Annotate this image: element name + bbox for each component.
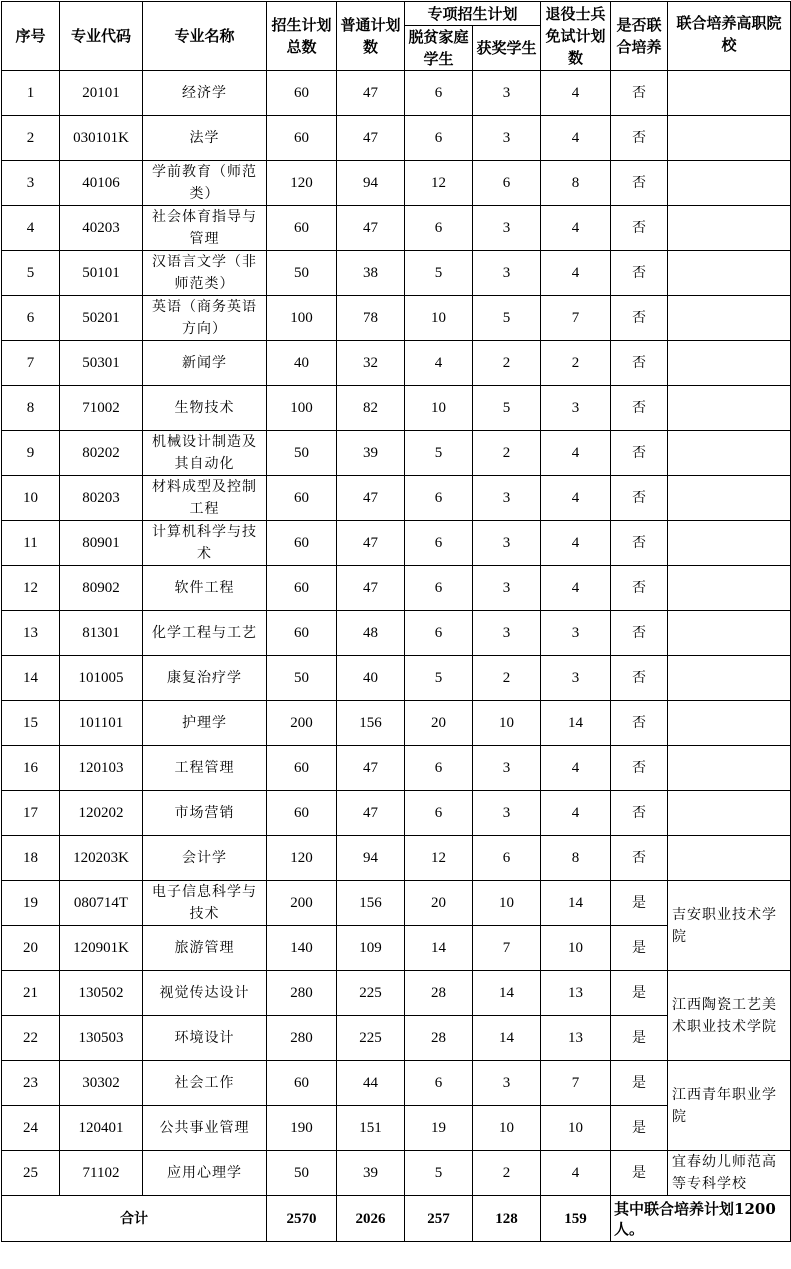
table-row [2, 881, 791, 926]
cell-normal: 39 [337, 431, 405, 476]
table-row [2, 656, 791, 701]
cell-poverty: 14 [405, 926, 473, 971]
cell-total: 280 [267, 971, 337, 1016]
cell-normal: 225 [337, 971, 405, 1016]
cell-veteran: 14 [541, 701, 611, 746]
cell-award: 10 [473, 701, 541, 746]
cell-seq: 5 [2, 251, 60, 296]
cell-partner-empty [668, 476, 791, 521]
cell-poverty: 4 [405, 341, 473, 386]
cell-veteran: 3 [541, 386, 611, 431]
cell-partner-empty [668, 431, 791, 476]
cell-name: 康复治疗学 [143, 656, 267, 701]
cell-name: 生物技术 [143, 386, 267, 431]
cell-name: 英语（商务英语方向） [143, 296, 267, 341]
cell-veteran: 2 [541, 341, 611, 386]
cell-joint: 是 [611, 1151, 668, 1196]
table-row [2, 1151, 791, 1196]
cell-seq: 2 [2, 116, 60, 161]
cell-joint: 否 [611, 386, 668, 431]
totals-award: 128 [473, 1196, 541, 1242]
cell-joint: 否 [611, 746, 668, 791]
cell-veteran: 14 [541, 881, 611, 926]
totals-poverty: 257 [405, 1196, 473, 1242]
cell-joint: 是 [611, 1016, 668, 1061]
cell-total: 280 [267, 1016, 337, 1061]
cell-veteran: 8 [541, 836, 611, 881]
table-row [2, 836, 791, 881]
cell-award: 5 [473, 386, 541, 431]
cell-poverty: 6 [405, 791, 473, 836]
cell-poverty: 28 [405, 971, 473, 1016]
cell-seq: 25 [2, 1151, 60, 1196]
cell-partner-empty [668, 701, 791, 746]
cell-veteran: 4 [541, 1151, 611, 1196]
cell-code: 101005 [60, 656, 143, 701]
cell-total: 60 [267, 71, 337, 116]
cell-partner-empty [668, 611, 791, 656]
cell-normal: 156 [337, 881, 405, 926]
cell-seq: 21 [2, 971, 60, 1016]
cell-veteran: 4 [541, 206, 611, 251]
table-row [2, 566, 791, 611]
cell-poverty: 12 [405, 836, 473, 881]
cell-name: 环境设计 [143, 1016, 267, 1061]
cell-code: 20101 [60, 71, 143, 116]
cell-poverty: 10 [405, 296, 473, 341]
cell-joint: 否 [611, 656, 668, 701]
cell-seq: 19 [2, 881, 60, 926]
cell-code: 130503 [60, 1016, 143, 1061]
table-row [2, 386, 791, 431]
cell-award: 3 [473, 116, 541, 161]
cell-veteran: 4 [541, 116, 611, 161]
header-seq: 序号 [2, 2, 60, 71]
cell-name: 计算机科学与技术 [143, 521, 267, 566]
cell-seq: 18 [2, 836, 60, 881]
cell-poverty: 6 [405, 566, 473, 611]
cell-joint: 否 [611, 791, 668, 836]
header-name: 专业名称 [143, 2, 267, 71]
cell-code: 80203 [60, 476, 143, 521]
cell-seq: 20 [2, 926, 60, 971]
cell-name: 社会体育指导与管理 [143, 206, 267, 251]
cell-seq: 13 [2, 611, 60, 656]
table-row [2, 971, 791, 1016]
cell-name: 化学工程与工艺 [143, 611, 267, 656]
cell-name: 旅游管理 [143, 926, 267, 971]
cell-veteran: 4 [541, 791, 611, 836]
cell-joint: 否 [611, 161, 668, 206]
cell-code: 50101 [60, 251, 143, 296]
cell-partner: 宜春幼儿师范高等专科学校 [668, 1151, 791, 1196]
cell-award: 2 [473, 341, 541, 386]
cell-award: 14 [473, 971, 541, 1016]
cell-normal: 47 [337, 476, 405, 521]
cell-seq: 1 [2, 71, 60, 116]
cell-seq: 12 [2, 566, 60, 611]
cell-poverty: 12 [405, 161, 473, 206]
cell-total: 120 [267, 161, 337, 206]
cell-normal: 151 [337, 1106, 405, 1151]
cell-normal: 94 [337, 836, 405, 881]
table-row [2, 521, 791, 566]
cell-partner-empty [668, 161, 791, 206]
cell-award: 3 [473, 476, 541, 521]
cell-veteran: 4 [541, 746, 611, 791]
header-special: 专项招生计划 [405, 2, 541, 26]
enrollment-plan-table [1, 1, 791, 1242]
totals-normal: 2026 [337, 1196, 405, 1242]
table-row [2, 791, 791, 836]
table-row [2, 431, 791, 476]
cell-partner-empty [668, 791, 791, 836]
cell-name: 工程管理 [143, 746, 267, 791]
cell-veteran: 4 [541, 566, 611, 611]
cell-award: 3 [473, 1061, 541, 1106]
cell-code: 40203 [60, 206, 143, 251]
cell-code: 120901K [60, 926, 143, 971]
cell-partner: 江西陶瓷工艺美术职业技术学院 [668, 971, 791, 1061]
cell-total: 60 [267, 791, 337, 836]
cell-poverty: 19 [405, 1106, 473, 1151]
cell-code: 120103 [60, 746, 143, 791]
cell-poverty: 5 [405, 656, 473, 701]
cell-normal: 47 [337, 116, 405, 161]
cell-code: 71102 [60, 1151, 143, 1196]
cell-joint: 是 [611, 1061, 668, 1106]
cell-normal: 225 [337, 1016, 405, 1061]
cell-normal: 47 [337, 206, 405, 251]
cell-name: 会计学 [143, 836, 267, 881]
table-body [2, 71, 791, 1242]
cell-poverty: 5 [405, 1151, 473, 1196]
cell-total: 50 [267, 251, 337, 296]
cell-partner-empty [668, 521, 791, 566]
cell-seq: 7 [2, 341, 60, 386]
cell-partner-empty [668, 296, 791, 341]
cell-total: 60 [267, 476, 337, 521]
cell-code: 120203K [60, 836, 143, 881]
header-veteran: 退役士兵免试计划数 [541, 2, 611, 71]
cell-poverty: 6 [405, 476, 473, 521]
cell-total: 60 [267, 566, 337, 611]
cell-total: 200 [267, 881, 337, 926]
cell-joint: 否 [611, 476, 668, 521]
cell-total: 50 [267, 1151, 337, 1196]
cell-code: 50201 [60, 296, 143, 341]
cell-code: 120401 [60, 1106, 143, 1151]
table-row [2, 1061, 791, 1106]
cell-seq: 9 [2, 431, 60, 476]
cell-poverty: 10 [405, 386, 473, 431]
cell-code: 120202 [60, 791, 143, 836]
cell-joint: 是 [611, 926, 668, 971]
cell-code: 30302 [60, 1061, 143, 1106]
cell-joint: 否 [611, 296, 668, 341]
cell-normal: 47 [337, 791, 405, 836]
cell-veteran: 4 [541, 476, 611, 521]
cell-award: 10 [473, 881, 541, 926]
cell-total: 40 [267, 341, 337, 386]
cell-veteran: 4 [541, 251, 611, 296]
cell-seq: 3 [2, 161, 60, 206]
cell-seq: 6 [2, 296, 60, 341]
cell-seq: 8 [2, 386, 60, 431]
cell-partner-empty [668, 836, 791, 881]
cell-award: 2 [473, 1151, 541, 1196]
cell-joint: 否 [611, 251, 668, 296]
cell-total: 100 [267, 296, 337, 341]
cell-total: 200 [267, 701, 337, 746]
cell-seq: 22 [2, 1016, 60, 1061]
cell-joint: 否 [611, 71, 668, 116]
cell-total: 140 [267, 926, 337, 971]
header-total: 招生计划总数 [267, 2, 337, 71]
cell-name: 汉语言文学（非师范类） [143, 251, 267, 296]
table-row [2, 71, 791, 116]
header-joint: 是否联合培养 [611, 2, 668, 71]
cell-veteran: 7 [541, 1061, 611, 1106]
cell-seq: 24 [2, 1106, 60, 1151]
cell-name: 公共事业管理 [143, 1106, 267, 1151]
table-row [2, 116, 791, 161]
cell-award: 2 [473, 656, 541, 701]
cell-total: 120 [267, 836, 337, 881]
cell-award: 6 [473, 161, 541, 206]
cell-code: 101101 [60, 701, 143, 746]
table-row [2, 206, 791, 251]
cell-normal: 47 [337, 746, 405, 791]
cell-name: 法学 [143, 116, 267, 161]
cell-seq: 17 [2, 791, 60, 836]
cell-award: 7 [473, 926, 541, 971]
cell-partner: 江西青年职业学院 [668, 1061, 791, 1151]
cell-seq: 11 [2, 521, 60, 566]
cell-normal: 109 [337, 926, 405, 971]
cell-name: 新闻学 [143, 341, 267, 386]
cell-joint: 否 [611, 566, 668, 611]
cell-poverty: 6 [405, 206, 473, 251]
cell-name: 护理学 [143, 701, 267, 746]
cell-poverty: 20 [405, 701, 473, 746]
cell-joint: 否 [611, 836, 668, 881]
cell-total: 190 [267, 1106, 337, 1151]
cell-total: 60 [267, 206, 337, 251]
cell-partner-empty [668, 341, 791, 386]
totals-total: 2570 [267, 1196, 337, 1242]
table-row [2, 161, 791, 206]
header-award: 获奖学生 [473, 26, 541, 71]
cell-poverty: 5 [405, 251, 473, 296]
cell-normal: 82 [337, 386, 405, 431]
cell-name: 材料成型及控制工程 [143, 476, 267, 521]
cell-normal: 48 [337, 611, 405, 656]
cell-partner: 吉安职业技术学院 [668, 881, 791, 971]
cell-total: 60 [267, 611, 337, 656]
cell-veteran: 10 [541, 1106, 611, 1151]
cell-award: 3 [473, 521, 541, 566]
cell-name: 机械设计制造及其自动化 [143, 431, 267, 476]
cell-name: 经济学 [143, 71, 267, 116]
cell-code: 080714T [60, 881, 143, 926]
cell-award: 3 [473, 791, 541, 836]
cell-poverty: 5 [405, 431, 473, 476]
cell-joint: 否 [611, 521, 668, 566]
cell-award: 3 [473, 71, 541, 116]
table-row [2, 251, 791, 296]
cell-joint: 是 [611, 1106, 668, 1151]
cell-name: 应用心理学 [143, 1151, 267, 1196]
cell-total: 60 [267, 521, 337, 566]
cell-partner-empty [668, 251, 791, 296]
cell-veteran: 13 [541, 971, 611, 1016]
cell-normal: 156 [337, 701, 405, 746]
cell-seq: 14 [2, 656, 60, 701]
cell-poverty: 6 [405, 521, 473, 566]
cell-partner-empty [668, 206, 791, 251]
cell-award: 10 [473, 1106, 541, 1151]
cell-name: 社会工作 [143, 1061, 267, 1106]
cell-joint: 是 [611, 881, 668, 926]
cell-seq: 10 [2, 476, 60, 521]
totals-note: 其中联合培养计划1200人。 [611, 1196, 791, 1242]
cell-award: 3 [473, 251, 541, 296]
cell-code: 40106 [60, 161, 143, 206]
cell-normal: 94 [337, 161, 405, 206]
cell-total: 100 [267, 386, 337, 431]
header-partner: 联合培养高职院校 [668, 2, 791, 71]
cell-partner-empty [668, 746, 791, 791]
cell-veteran: 10 [541, 926, 611, 971]
cell-award: 3 [473, 566, 541, 611]
totals-veteran: 159 [541, 1196, 611, 1242]
cell-veteran: 4 [541, 71, 611, 116]
cell-code: 80902 [60, 566, 143, 611]
table-row [2, 341, 791, 386]
cell-seq: 4 [2, 206, 60, 251]
header-poverty: 脱贫家庭学生 [405, 26, 473, 71]
cell-award: 6 [473, 836, 541, 881]
cell-award: 2 [473, 431, 541, 476]
cell-poverty: 6 [405, 116, 473, 161]
cell-code: 71002 [60, 386, 143, 431]
cell-normal: 47 [337, 566, 405, 611]
cell-award: 3 [473, 611, 541, 656]
cell-joint: 否 [611, 611, 668, 656]
table-row [2, 296, 791, 341]
cell-normal: 44 [337, 1061, 405, 1106]
cell-veteran: 4 [541, 431, 611, 476]
cell-poverty: 6 [405, 71, 473, 116]
cell-normal: 47 [337, 71, 405, 116]
cell-award: 14 [473, 1016, 541, 1061]
cell-normal: 38 [337, 251, 405, 296]
cell-name: 视觉传达设计 [143, 971, 267, 1016]
cell-joint: 否 [611, 431, 668, 476]
cell-poverty: 28 [405, 1016, 473, 1061]
cell-code: 81301 [60, 611, 143, 656]
cell-code: 130502 [60, 971, 143, 1016]
cell-veteran: 3 [541, 611, 611, 656]
table-row [2, 476, 791, 521]
table-row [2, 701, 791, 746]
table-row [2, 746, 791, 791]
cell-veteran: 7 [541, 296, 611, 341]
totals-label: 合计 [2, 1196, 267, 1242]
cell-joint: 否 [611, 701, 668, 746]
cell-seq: 15 [2, 701, 60, 746]
cell-normal: 39 [337, 1151, 405, 1196]
cell-veteran: 13 [541, 1016, 611, 1061]
cell-joint: 否 [611, 341, 668, 386]
cell-poverty: 6 [405, 746, 473, 791]
cell-veteran: 8 [541, 161, 611, 206]
cell-award: 3 [473, 206, 541, 251]
cell-code: 030101K [60, 116, 143, 161]
cell-partner-empty [668, 656, 791, 701]
header-normal: 普通计划数 [337, 2, 405, 71]
totals-row [2, 1196, 791, 1242]
cell-joint: 否 [611, 116, 668, 161]
cell-total: 60 [267, 116, 337, 161]
cell-award: 5 [473, 296, 541, 341]
cell-seq: 23 [2, 1061, 60, 1106]
cell-partner-empty [668, 116, 791, 161]
cell-joint: 否 [611, 206, 668, 251]
cell-code: 50301 [60, 341, 143, 386]
cell-total: 50 [267, 656, 337, 701]
cell-normal: 47 [337, 521, 405, 566]
header-code: 专业代码 [60, 2, 143, 71]
cell-poverty: 20 [405, 881, 473, 926]
cell-total: 60 [267, 1061, 337, 1106]
cell-name: 电子信息科学与技术 [143, 881, 267, 926]
cell-poverty: 6 [405, 611, 473, 656]
cell-partner-empty [668, 71, 791, 116]
cell-name: 学前教育（师范类） [143, 161, 267, 206]
cell-veteran: 3 [541, 656, 611, 701]
cell-normal: 78 [337, 296, 405, 341]
cell-code: 80202 [60, 431, 143, 476]
cell-seq: 16 [2, 746, 60, 791]
cell-poverty: 6 [405, 1061, 473, 1106]
cell-normal: 40 [337, 656, 405, 701]
cell-partner-empty [668, 386, 791, 431]
cell-award: 3 [473, 746, 541, 791]
cell-joint: 是 [611, 971, 668, 1016]
table-row [2, 611, 791, 656]
cell-code: 80901 [60, 521, 143, 566]
cell-total: 50 [267, 431, 337, 476]
cell-veteran: 4 [541, 521, 611, 566]
cell-partner-empty [668, 566, 791, 611]
cell-normal: 32 [337, 341, 405, 386]
cell-name: 软件工程 [143, 566, 267, 611]
cell-total: 60 [267, 746, 337, 791]
cell-name: 市场营销 [143, 791, 267, 836]
